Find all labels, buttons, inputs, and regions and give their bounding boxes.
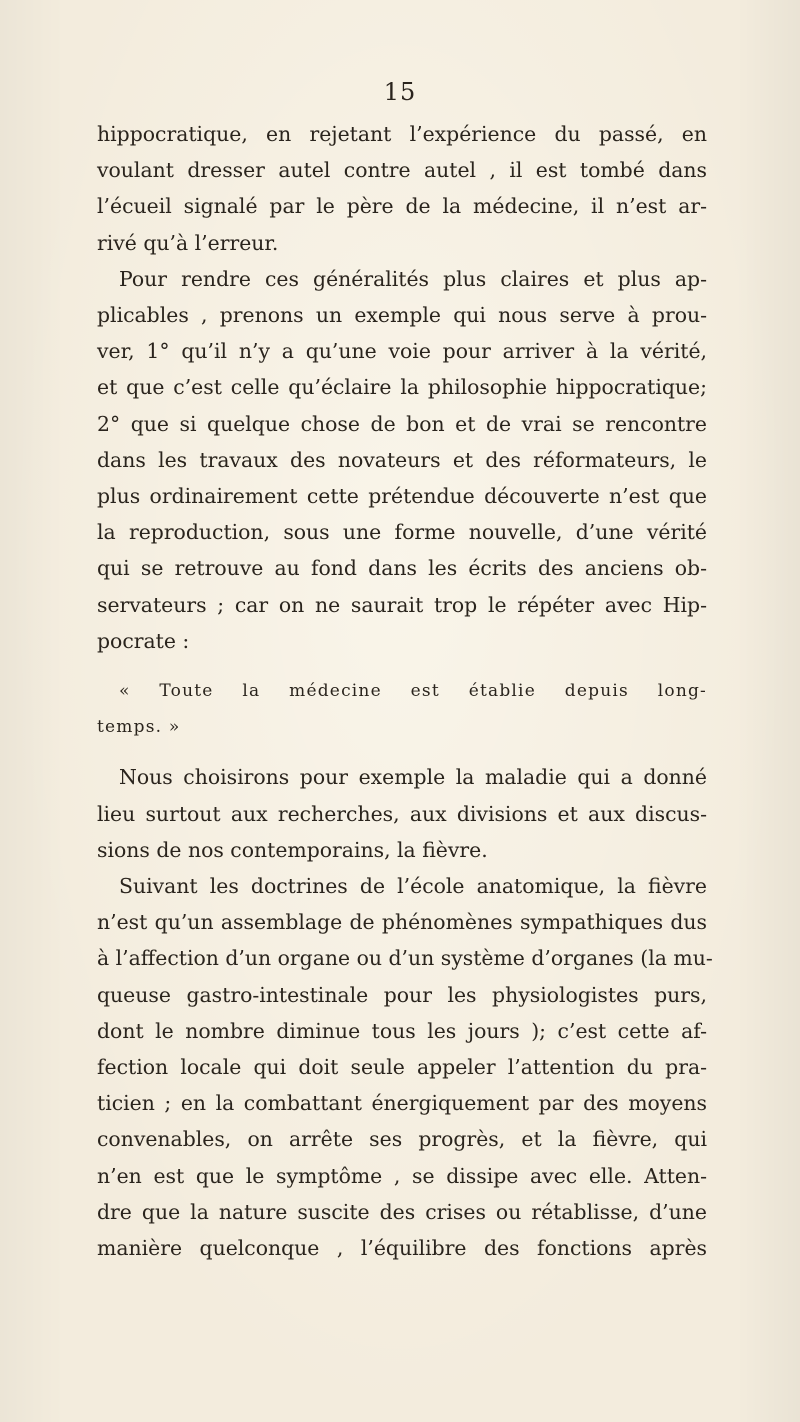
text-line: convenables, on arrête ses progrès, et la fièvre, qui — [97, 1127, 707, 1152]
paragraph-1 — [97, 116, 707, 261]
text-line: manière quelconque , l’équilibre des fonctions après — [97, 1236, 707, 1261]
text-line: rivé qu’à l’erreur. — [97, 230, 279, 255]
body-text — [97, 116, 713, 1266]
text-line: et que c’est celle qu’éclaire la philosophie hippocratique; — [97, 375, 707, 400]
text-line: 2° que si quelque chose de bon et de vrai se rencontre — [97, 411, 707, 436]
paragraph-3 — [97, 759, 707, 868]
quote-line: « Toute la médecine est établie depuis long- — [119, 681, 707, 702]
text-line: servateurs ; car on ne saurait trop le répéter avec Hip- — [97, 592, 707, 617]
text-line: ver, 1° qu’il n’y a qu’une voie pour arriver à la vérité, — [97, 339, 707, 364]
text-line: fection locale qui doit seule appeler l’attention du pra- — [97, 1055, 707, 1080]
text-line: plicables , prenons un exemple qui nous serve à prou- — [97, 303, 707, 328]
text-line: la reproduction, sous une forme nouvelle, d’une vérité — [97, 520, 707, 545]
text-line: n’est qu’un assemblage de phénomènes sympathiques dus — [97, 910, 707, 935]
text-line: n’en est que le symptôme , se dissipe avec elle. Atten- — [97, 1163, 707, 1188]
paragraph-2 — [97, 261, 707, 659]
text-line: plus ordinairement cette prétendue découverte n’est que — [97, 484, 707, 509]
text-line: queuse gastro-intestinale pour les physiologistes purs, — [97, 982, 707, 1007]
text-line: à l’affection d’un organe ou d’un système d’organes (la mu- — [97, 946, 713, 971]
text-line: ticien ; en la combattant énergiquement par des moyens — [97, 1091, 707, 1116]
text-line: dre que la nature suscite des crises ou rétablisse, d’une — [97, 1199, 707, 1224]
text-line: pocrate : — [97, 628, 190, 653]
text-line: qui se retrouve au fond dans les écrits des anciens ob- — [97, 556, 707, 581]
text-line: Suivant les doctrines de l’école anatomique, la fièvre — [119, 874, 707, 899]
text-line: dont le nombre diminue tous les jours ); c’est cette af- — [97, 1018, 707, 1043]
text-line: lieu surtout aux recherches, aux divisions et aux discus- — [97, 801, 707, 826]
page-number: 15 — [383, 78, 417, 106]
quotation — [97, 673, 707, 745]
text-line: Pour rendre ces généralités plus claires et plus ap- — [119, 266, 707, 291]
text-line: dans les travaux des novateurs et des réformateurs, le — [97, 447, 707, 472]
paragraph-4 — [97, 868, 713, 1266]
text-line: voulant dresser autel contre autel , il est tombé dans — [97, 158, 707, 183]
text-line: sions de nos contemporains, la fièvre. — [97, 837, 488, 862]
text-line: l’écueil signalé par le père de la médecine, il n’est ar- — [97, 194, 707, 219]
text-line: Nous choisirons pour exemple la maladie qui a donné — [119, 765, 707, 790]
quote-line: temps. » — [97, 717, 181, 738]
text-line: hippocratique, en rejetant l’expérience du passé, en — [97, 122, 707, 146]
